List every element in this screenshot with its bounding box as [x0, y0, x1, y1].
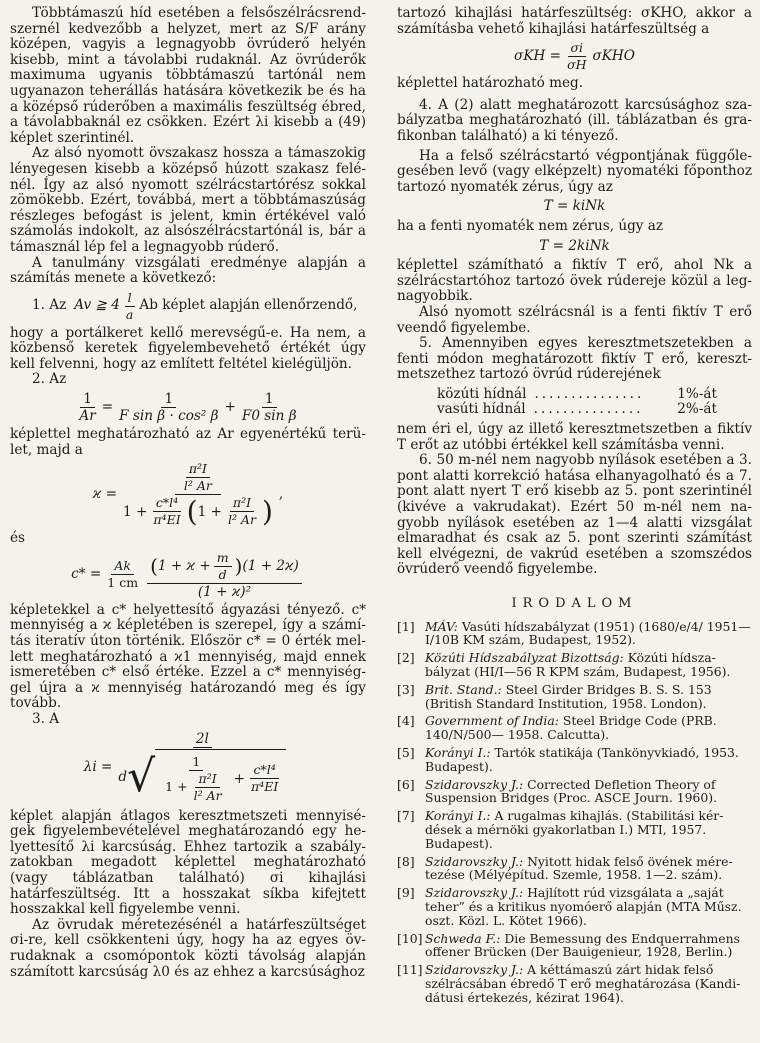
step-1-formula: 1. Az Av ≧ 4 $\frac{l}{a}$ Ab képlet alapján ellenőrzendő,: [32, 289, 358, 322]
paragraph: tartozó kihajlási határfeszültség: σKHO, akkor a számításba vehető kihajlási határfeszültség a: [397, 5, 752, 37]
paragraph: Az alsó nyomott övszakasz hossza a támaszokig lényegesen kisebb a középső húzott szakasz felénél. Így az alsó nyomott szélrácstartórész sokkal zömökebb. Ezért, továbbá, mert a többtámaszúság részleges befogást is jelent, kmin értékével való számolás indokolt, az alsószélrácstartónál is, bár a támasznál lép fel a legnagyobb rúderő.: [10, 145, 366, 255]
paragraph: Ha a felső szélrácstartó végpontjának függőlegesében levő (vagy elképzelt) nyomatéki főponthoz tartozó nyomaték zérus, úgy az: [397, 147, 752, 195]
reference-item: [6] Szidarovszky J.: Corrected Defletion Theory of Suspension Bridges (Proc. ASCE Journ. 1960).: [397, 776, 718, 806]
paragraph: nem éri el, úgy az illető keresztmetszetben a fiktív T erőt az utóbbi értékkel kell számításba venni.: [397, 421, 752, 453]
reference-item: [3] Brit. Stand.: Steel Girder Bridges B. S. S. 153 (British Standard Institution, 1958. London).: [397, 681, 712, 711]
reference-item: [8] Szidarovszky J.: Nyitott hidak felső övének méretezése (Mélyépítud. Szemle, 1958. 1—2. szám).: [397, 853, 733, 883]
paragraph: 4. A (2) alatt meghatározott karcsúsághoz szabályzatba meghatározható (ill. táblázatban és grafikonban található) a ki tényező.: [397, 96, 752, 144]
paragraph: képlet alapján átlagos keresztmetszeti mennyiségek figyelembevételével meghatározandó egy helyettesítő λi karcsúság. Ehhez tartozik a szabályzatokban megadott képlettel meghatározható (vagy táblázatban található) σi kihajlási határfeszültség. Itt a hosszakat síkba kifejtett hosszakkal kell figyelembe venni.: [10, 807, 366, 918]
left-column: [10, 6, 366, 980]
paragraph: A tanulmány vizsgálati eredménye alapján a számítás menete a következő:: [10, 254, 366, 287]
paragraph: képlettel meghatározható az Ar egyenértékű terület, majd a: [10, 426, 366, 458]
reference-item: [2] Közúti Hídszabályzat Bizottság: Közúti hídszabályzat (HI/I—56 R KPM szám, Budapest, 1956).: [397, 650, 731, 679]
reference-item: [5] Korányi I.: Tartók statikája (Tankönyvkiadó, 1953. Budapest).: [397, 744, 739, 774]
paragraph: 6. 50 m-nél nem nagyobb nyílások esetében a 3. pont alatti korrekció hatása elhanyagolható és a 7. pont alatt nyert T erő kisebb az 5. pont szerintinél (kivéve a vakrudakat). Ezért 50 m-nél nem nagyobb nyílások esetében az 1—4 alatti vizsgálat elmaradhat és csak az 5. pont szerinti számítást kell elvégezni, de vakrúd esetében a szomszédos övrúderő veendő figyelembe.: [397, 452, 752, 578]
references-list: [397, 620, 752, 1005]
equation-c-star: c* = $\frac{Ak}{1 cm}$ ( 1 + ϰ + $\frac{m}{d}$ ) (1 + 2ϰ) (1 + ϰ)²: [10, 551, 366, 599]
equation-sigma-kh: σKH = $\frac{\sigma i}{\sigma H}$ σKHO: [514, 40, 635, 73]
equation-kappa: ϰ = $\frac{\text{π²I}}{\text{l² Ar}}$ 1 + $\frac{\text{c*l⁴}}{\text{π⁴EI}}$ ( 1 + $\frac{\text{π²I}}{\text{l² Ar}}$ ) ,: [92, 461, 284, 528]
step-2-label: 2. Az: [32, 371, 67, 388]
paragraph: hogy a portálkeret kellő merevségű-e. Ha nem, a közbenső keretek figyelembevehető értékét úgy kell felvenni, hogy az említett feltétel kielégüljön.: [10, 324, 366, 372]
reference-item: [7] Korányi I.: A rugalmas kihajlás. (Stabilitási kérdések a mérnöki gyakorlatban I.) MTI, 1957. Budapest).: [397, 808, 724, 851]
paragraph: ha a fenti nyomaték nem zérus, úgy az: [397, 217, 664, 234]
list-item: vasúti hídnál ............... 2%-át: [437, 401, 717, 418]
step-3-label: 3. A: [32, 711, 60, 727]
right-column: [397, 6, 752, 1009]
equation-t2: T = 2kiNk: [539, 237, 610, 254]
paragraph: képlettel határozható meg.: [397, 75, 584, 92]
paragraph: képletekkel a c* helyettesítő ágyazási tényező. c* mennyiség a ϰ képletében is szerepel, így a számítás iteratív úton történik. Először c* = 0 érték mellett meghatározható a ϰ1 mennyiség, majd ennek ismeretében c* első értéke. Ezzel a c* mennyiséggel újra a ϰ mennyiség határozandó meg és így tovább.: [10, 601, 366, 712]
paragraph: Többtámaszú híd esetében a felsőszélrácsrendszernél kedvezőbb a helyzet, mert az S/F arány középen, vagyis a legnagyobb övrúderő helyén kisebb, mint a távolabbi rudaknál. Az övrúderők maximuma ugyanis többtámaszú tartónál nem ugyanazon teherállás hatására következik be és ha a középső rúderőben a maximális feszültség ébred, a távolabbaknál ez csökken. Ezért λi kisebb a (49) képlet szerintinél.: [10, 5, 366, 146]
references-heading: IRODALOM: [511, 596, 638, 611]
equation-t1: T = kiNk: [543, 198, 606, 215]
reference-item: [11] Szidarovszky J.: A kéttámaszú zárt hidak felső szélrácsában ébredő T erő meghatározása (Kandidátusi értekezés, kézirat 1964).: [397, 962, 741, 1005]
equation-lambda: λi = 2l d √ 1 1 + $\frac{\text{π²I}}{\text{l² Ar}}$ + $\frac{\text{c*l⁴}}{\text{π⁴EI}}$: [10, 732, 366, 805]
paragraph: képlettel számítható a fiktív T erő, ahol Nk a szélrácstartóhoz tartozó övek rúdereje közül a legnagyobbik.: [397, 257, 752, 305]
conjunction: és: [10, 530, 26, 547]
paragraph: 5. Amennyiben egyes keresztmetszetekben a fenti módon meghatározott fiktív T erő, keresztmetszethez tartozó övrúd rúderejének: [397, 335, 752, 383]
reference-item: [9] Szidarovszky J.: Hajlított rúd vizsgálata a „saját teher” és a kritikus nyomóerő alapján (MTA Műsz. oszt. Közl. L. Kötet 1966).: [397, 885, 742, 928]
percentage-list: [437, 387, 752, 418]
reference-item: [4] Government of India: Steel Bridge Code (PRB. 140/N/500— 1958. Calcutta).: [397, 713, 717, 743]
paragraph: Alsó nyomott szélrácsnál is a fenti fiktív T erő veendő figyelembe.: [397, 303, 752, 336]
list-item: közúti hídnál ............... 1%-át: [437, 385, 717, 402]
paragraph: Az övrudak méretezésénél a határfeszültséget σi-re, kell csökkenteni úgy, hogy ha az egyes övrudaknak a csomópontok közti távolság alapján számított karcsúság λ0 és az ehhez a karcsúsághoz: [10, 916, 366, 980]
reference-item: [10] Schweda F.: Die Bemessung des Endquerrahmens offener Brücken (Der Bauigenieur, 1928, Berlin.): [397, 930, 740, 960]
reference-item: [1] MÁV: Vasúti hídszabályzat (1951) (1680/e/4/ 1951—I/10B KM szám, Budapest, 1952).: [397, 618, 751, 648]
equation-ar: $\frac{1}{Ar}$ = $\frac{1}{\text{F sin β · cos² β}}$ + $\frac{1}{\text{F0 sin β}}$: [79, 391, 297, 425]
